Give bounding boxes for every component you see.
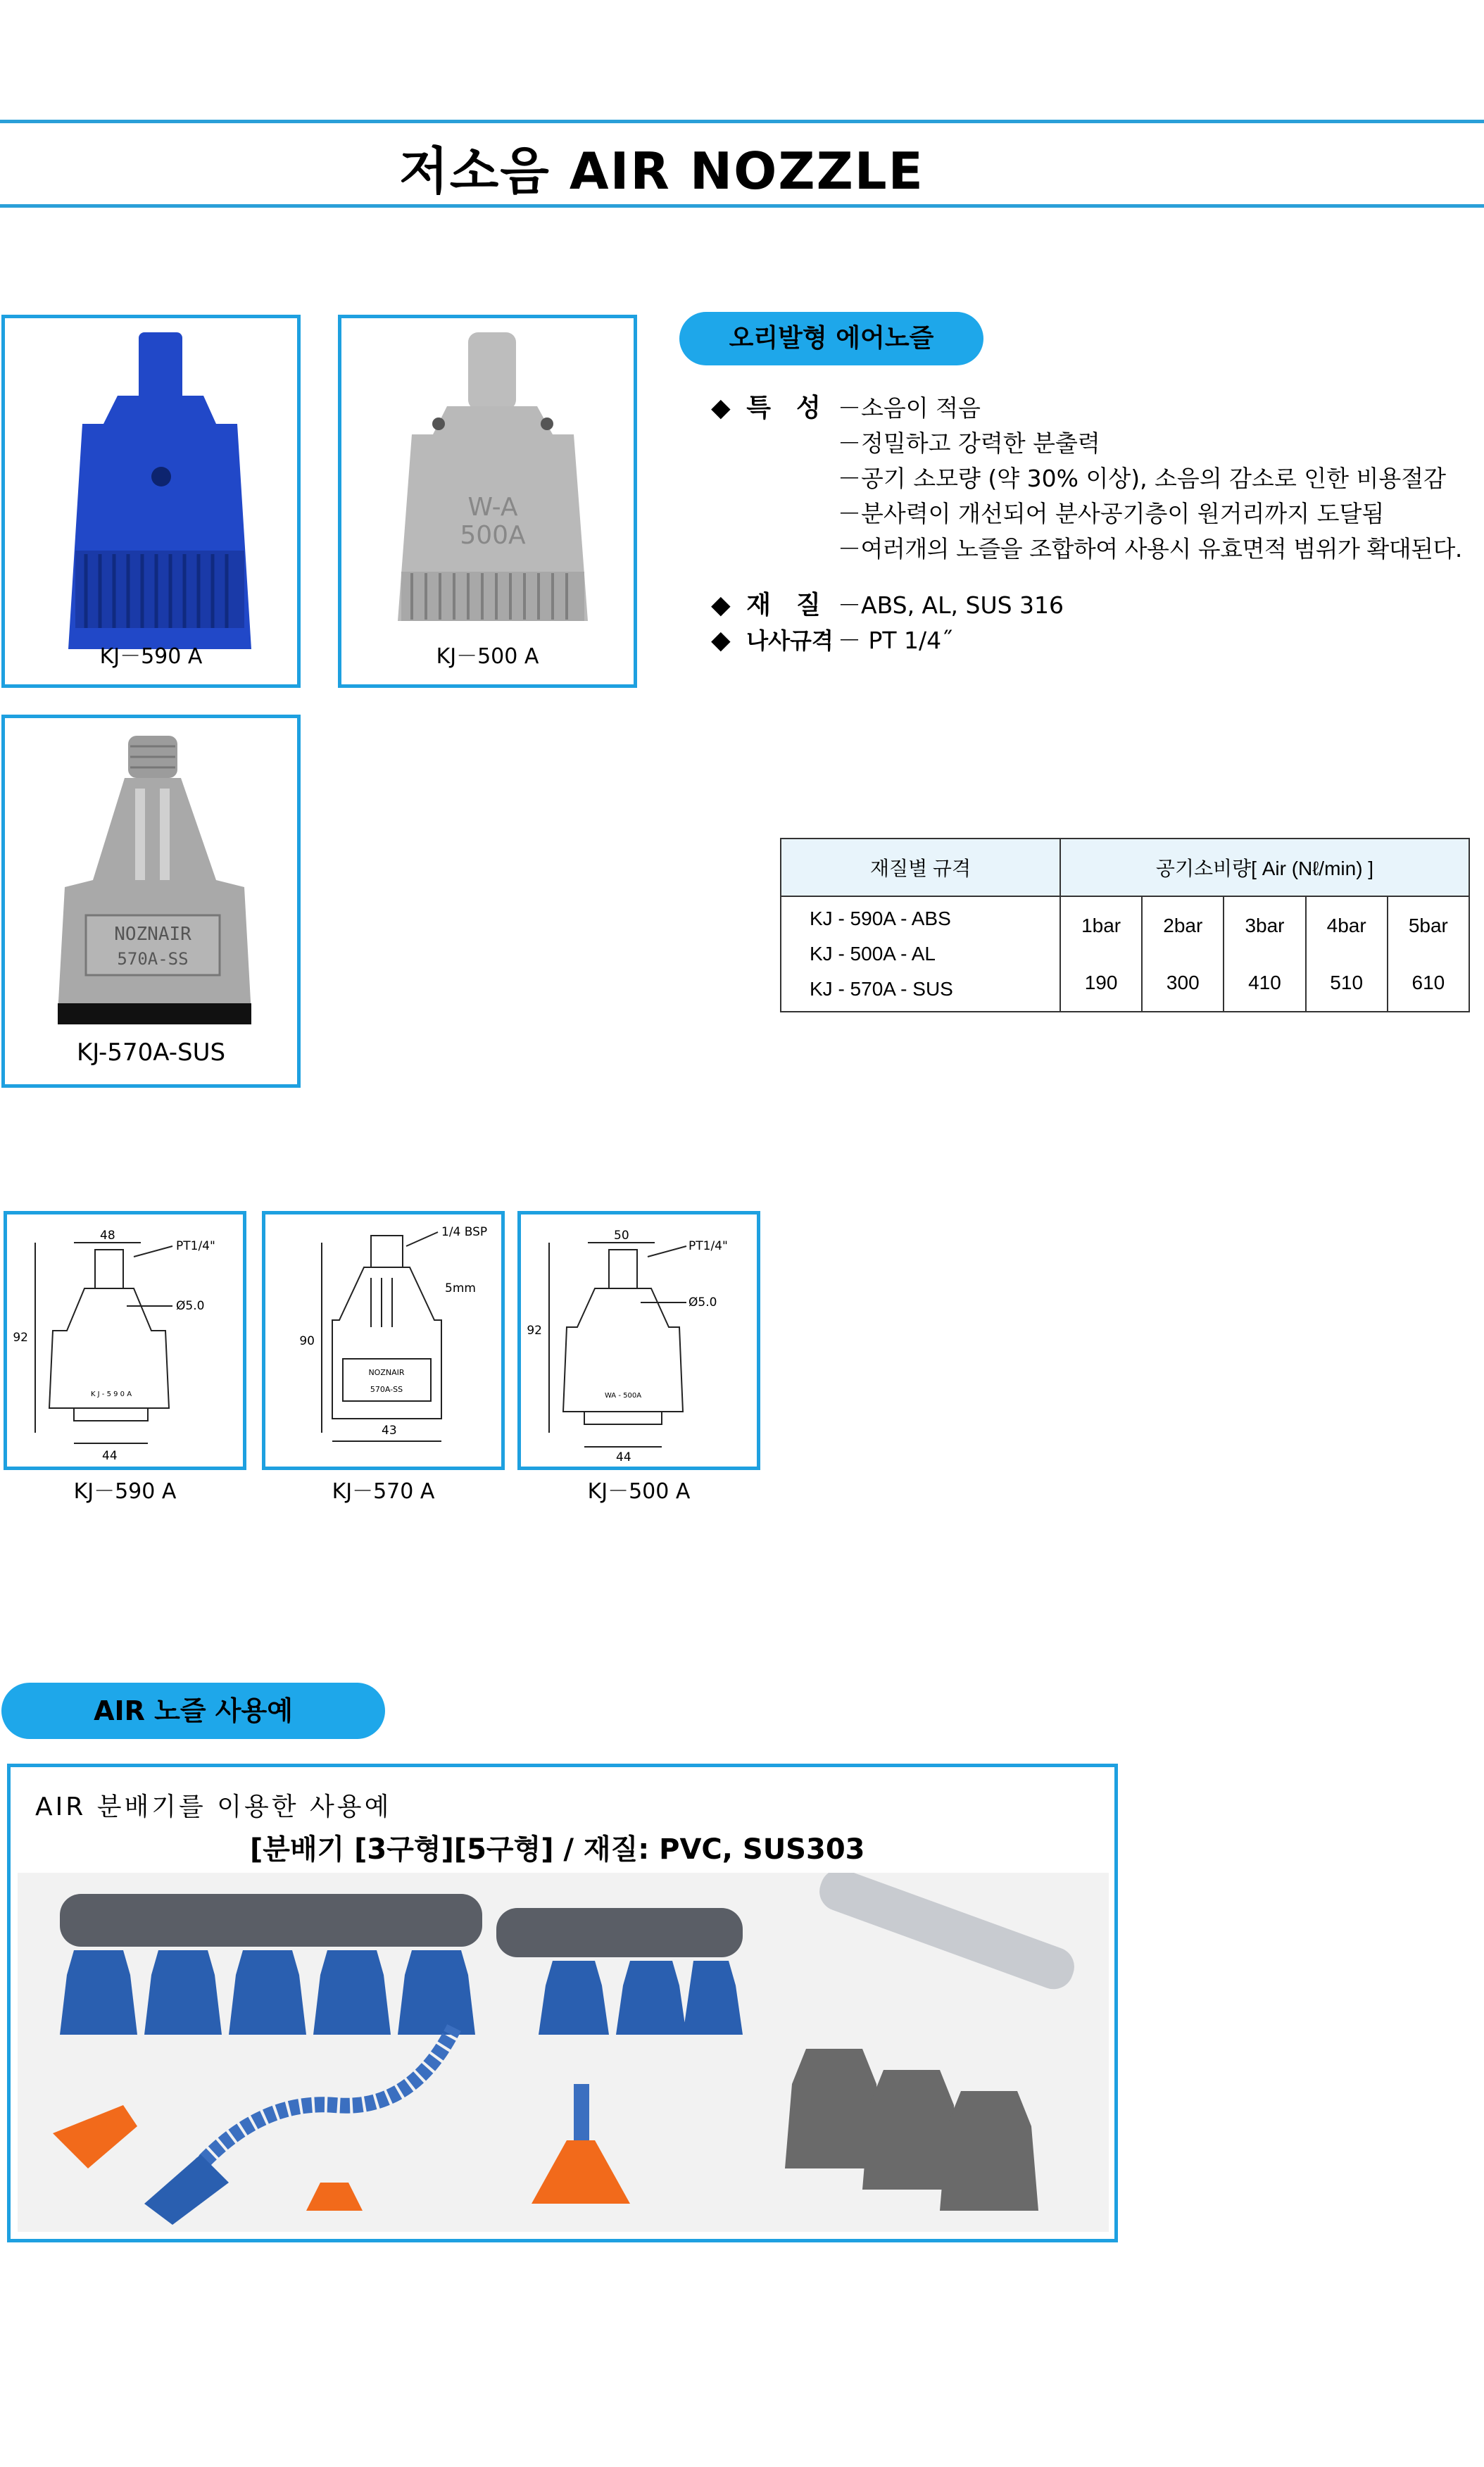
dim-thread: PT1/4" [176, 1239, 215, 1253]
section-pill-duckbill: 오리발형 에어노즐 [679, 312, 983, 365]
spec-table [780, 838, 1470, 1012]
dim-bottom: 44 [616, 1450, 631, 1464]
product-label: KJ-570A-SUS [76, 1038, 226, 1067]
spec-pressure: 2bar [1142, 896, 1224, 954]
diamond-bullet-icon: ◆ [711, 626, 731, 655]
spec-pressure: 1bar [1060, 896, 1142, 954]
svg-text:500A: 500A [460, 521, 526, 550]
spec-value: 610 [1388, 954, 1469, 1012]
feature-item: －여러개의 노즐을 조합하여 사용시 유효면적 범위가 확대된다. [838, 535, 1462, 563]
dim-top: 1/4 BSP [441, 1225, 488, 1239]
spec-value: 300 [1142, 954, 1224, 1012]
spec-pressure: 3bar [1224, 896, 1305, 954]
steel-nozzle-image [5, 718, 297, 1049]
spec-model: KJ - 570A - SUS [810, 978, 953, 1000]
spec-models-cell [781, 896, 1060, 1012]
feature-item: －정밀하고 강력한 분출력 [838, 429, 1100, 457]
thread-label: 나사규격 [746, 627, 834, 654]
spec-header-material: 재질별 규격 [781, 839, 1060, 896]
dim-hole: Ø5.0 [176, 1299, 205, 1313]
spec-model: KJ - 500A - AL [810, 943, 936, 965]
dim-height: 92 [13, 1331, 28, 1345]
drawing-500a-svg [521, 1214, 757, 1467]
dim-height: 92 [527, 1324, 542, 1338]
blue-nozzle-image [5, 318, 297, 649]
dim-top: 50 [614, 1229, 629, 1243]
usage-example-box [7, 1764, 1118, 2242]
drawing-590a-svg [7, 1214, 243, 1467]
drawing-label: KJ－500 A [587, 1479, 691, 1504]
dim-gap: 5mm [445, 1281, 476, 1295]
feature-item: －소음이 적음 [838, 394, 981, 422]
spec-pressure: 5bar [1388, 896, 1469, 954]
spec-model: KJ - 590A - ABS [810, 908, 951, 929]
product-label: KJ－500 A [436, 644, 539, 669]
page-title: 저소음 AIR NOZZLE [399, 142, 924, 201]
svg-text:NOZNAIR: NOZNAIR [114, 924, 191, 945]
section-pill-usage: AIR 노즐 사용예 [1, 1683, 385, 1739]
dim-thread: PT1/4" [688, 1239, 728, 1253]
spec-value: 190 [1060, 954, 1142, 1012]
thread-value: － PT 1/4˝ [838, 627, 953, 654]
material-value: －ABS, AL, SUS 316 [838, 591, 1064, 619]
drawing-mark: NOZNAIR [368, 1368, 405, 1377]
drawing-label: KJ－570 A [332, 1479, 435, 1504]
drawing-kj500a [517, 1211, 760, 1470]
diamond-bullet-icon: ◆ [711, 394, 731, 422]
dim-top: 48 [100, 1229, 115, 1243]
usage-photo [18, 1873, 1109, 2232]
material-label: 재 질 [746, 591, 821, 620]
svg-text:570A-SS: 570A-SS [117, 949, 189, 969]
drawing-570a-svg [265, 1214, 501, 1467]
feature-label: 특 성 [746, 394, 821, 422]
spec-value: 510 [1306, 954, 1388, 1012]
usage-caption-2: [분배기 [3구형][5구형] / 재질: PVC, SUS303 [250, 1833, 865, 1866]
usage-caption-1: AIR 분배기를 이용한 사용예 [35, 1793, 392, 1821]
drawing-label: KJ－590 A [73, 1479, 177, 1504]
spec-header-air: 공기소비량[ Air (Nℓ/min) ] [1060, 839, 1469, 896]
spec-value: 410 [1224, 954, 1305, 1012]
grey-nozzle-image [341, 318, 634, 649]
product-photo-kj590a [1, 315, 301, 688]
dim-hole: Ø5.0 [688, 1295, 717, 1310]
drawing-kj570a [262, 1211, 505, 1470]
svg-text:W-A: W-A [467, 493, 518, 522]
drawing-mark: WA - 500A [604, 1392, 642, 1400]
diamond-bullet-icon: ◆ [711, 591, 731, 620]
product-label: KJ－590 A [99, 644, 203, 669]
dim-bottom: 44 [102, 1449, 118, 1463]
product-photo-kj500a [338, 315, 637, 688]
feature-list [838, 391, 1462, 567]
feature-item: －분사력이 개선되어 분사공기층이 원거리까지 도달됨 [838, 500, 1385, 527]
spec-pressure: 4bar [1306, 896, 1388, 954]
dim-bottom: 43 [382, 1424, 397, 1438]
top-rule [0, 120, 1484, 123]
drawing-mark: 570A-SS [370, 1385, 403, 1394]
title-underline [0, 204, 1484, 208]
product-photo-kj570a [1, 715, 301, 1088]
drawing-kj590a [4, 1211, 246, 1470]
dim-height: 90 [299, 1334, 315, 1348]
drawing-mark: K J - 5 9 0 A [90, 1391, 132, 1398]
feature-item: －공기 소모량 (약 30% 이상), 소음의 감소로 인한 비용절감 [838, 465, 1447, 492]
